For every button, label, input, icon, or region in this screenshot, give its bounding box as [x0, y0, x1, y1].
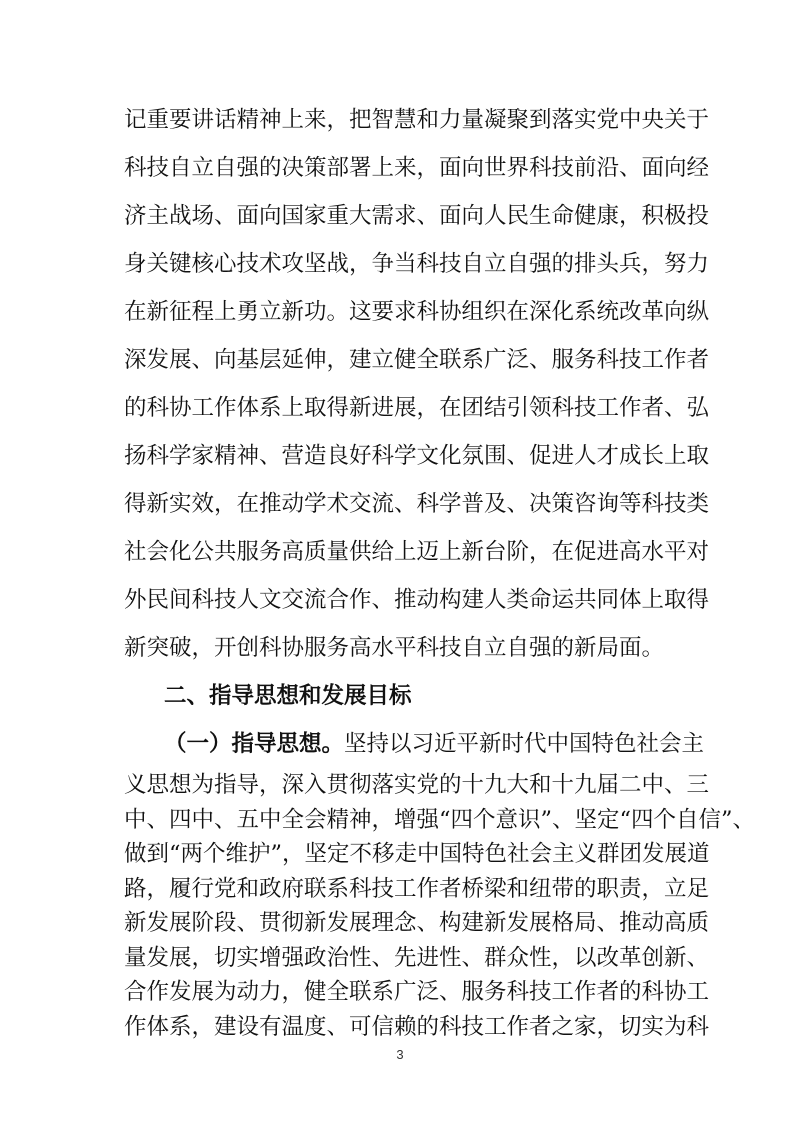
paragraph-line: 义思想为指导，深入贯彻落实党的十九大和十九届二中、三 [124, 772, 710, 798]
paragraph-line: 作体系，建设有温度、可信赖的科技工作者之家，切实为科 [124, 1013, 710, 1040]
paragraph-line: 路，履行党和政府联系科技工作者桥梁和纽带的职责，立足 [124, 875, 710, 902]
subsection-first-line-text: 坚持以习近平新时代中国特色社会主 [344, 731, 705, 757]
paragraph-line: 记重要讲话精神上来，把智慧和力量凝聚到落实党中央关于 [124, 107, 710, 133]
paragraph-line: 量发展，切实增强政治性、先进性、群众性，以改革创新、 [124, 944, 710, 971]
paragraph-line: 科技自立自强的决策部署上来，面向世界科技前沿、面向经 [124, 155, 710, 181]
paragraph-line: 中、四中、五中全会精神，增强“四个意识”、坚定“四个自信”、 [124, 806, 756, 833]
paragraph-line: 社会化公共服务高质量供给上迈上新台阶，在促进高水平对 [124, 539, 710, 565]
subsection-first-line [164, 720, 705, 768]
paragraph-line: 的科协工作体系上取得新进展，在团结引领科技工作者、弘 [124, 395, 710, 421]
paragraph-line: 新发展阶段、贯彻新发展理念、构建新发展格局、推动高质 [124, 910, 710, 936]
paragraph-line: 合作发展为动力，健全联系广泛、服务科技工作者的科协工 [124, 979, 710, 1005]
paragraph-line: 新突破，开创科协服务高水平科技自立自强的新局面。 [124, 635, 665, 661]
paragraph-line: 扬科学家精神、营造良好科学文化氛围、促进人才成长上取 [124, 443, 710, 469]
paragraph-line: 外民间科技人文交流合作、推动构建人类命运共同体上取得 [124, 587, 710, 613]
paragraph-line: 身关键核心技术攻坚战，争当科技自立自强的排头兵，努力 [124, 251, 710, 277]
paragraph-line: 深发展、向基层延伸，建立健全联系广泛、服务科技工作者 [124, 347, 710, 373]
page-number: 3 [396, 1047, 404, 1062]
paragraph-line: 在新征程上勇立新功。这要求科协组织在深化系统改革向纵 [124, 299, 710, 325]
section-heading: 二、指导思想和发展目标 [164, 683, 412, 709]
paragraph-line: 做到“两个维护”，坚定不移走中国特色社会主义群团发展道 [124, 841, 710, 867]
subsection-lead: （一）指导思想。 [164, 731, 345, 757]
paragraph-line: 济主战场、面向国家重大需求、面向人民生命健康，积极投 [124, 203, 710, 229]
paragraph-line: 得新实效，在推动学术交流、科学普及、决策咨询等科技类 [124, 491, 710, 517]
